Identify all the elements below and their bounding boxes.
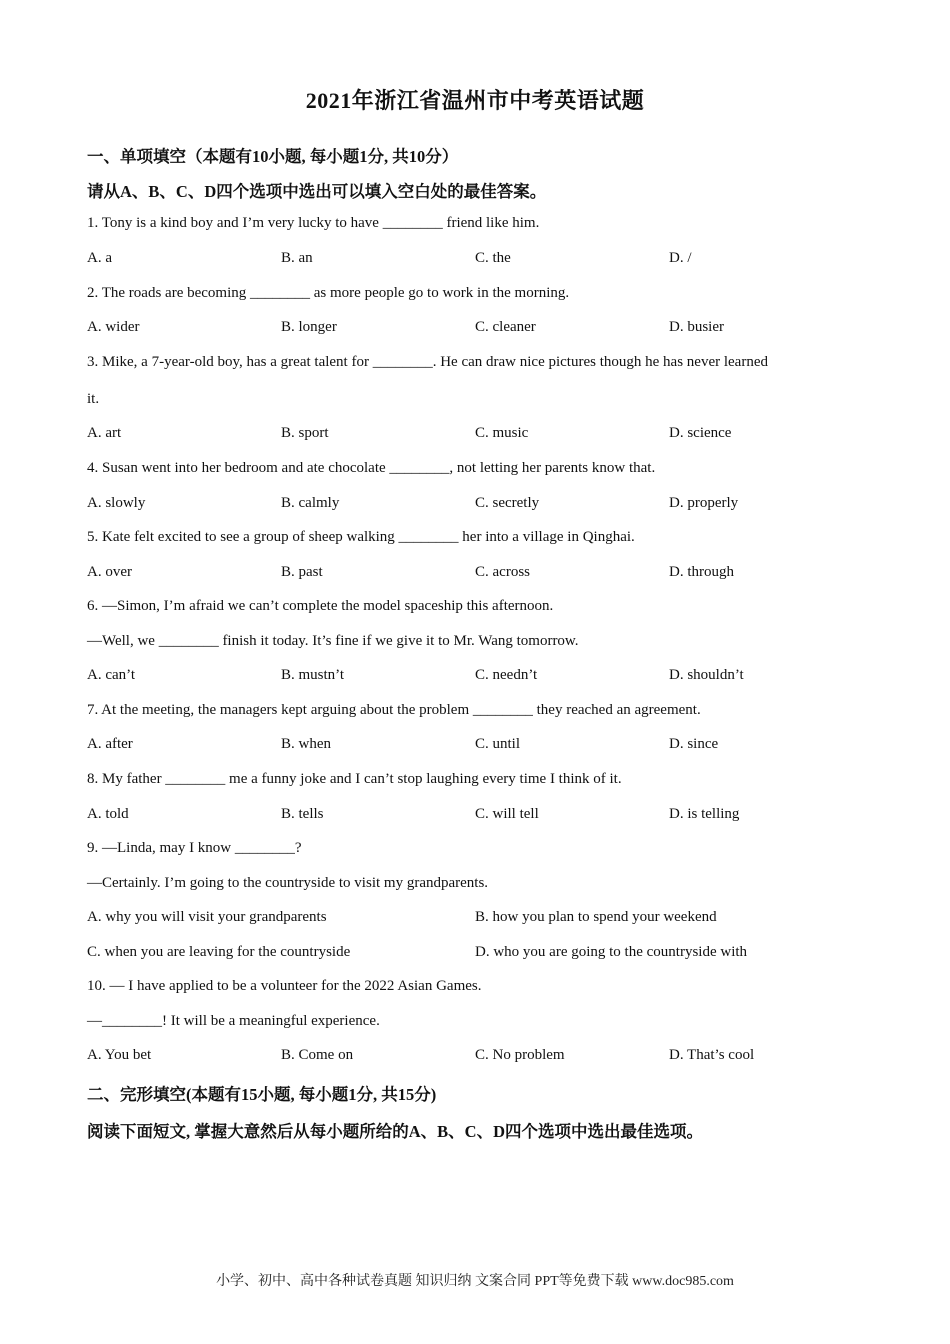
q3-stem-continued: it.: [87, 391, 100, 407]
q2-option-d: D. busier: [669, 319, 724, 335]
q9-stem-continued: —Certainly. I’m going to the countryside to visit my grandparents.: [87, 875, 489, 891]
q10-option-a: A. You bet: [87, 1047, 152, 1063]
q8-stem: 8. My father ________ me a funny joke and I can’t stop laughing every time I think of it.: [87, 771, 622, 787]
q10-stem-continued: —________! It will be a meaningful experience.: [87, 1013, 380, 1029]
q2-option-b: B. longer: [281, 319, 337, 335]
q8-option-a: A. told: [87, 806, 129, 822]
q5-option-c: C. across: [475, 564, 530, 580]
page-footer: 小学、初中、高中各种试卷真题 知识归纳 文案合同 PPT等免费下载 www.doc985.com: [216, 1274, 734, 1289]
q7-option-b: B. when: [281, 736, 331, 752]
q1-option-d: D. /: [669, 250, 692, 266]
q10-option-d: D. That’s cool: [669, 1047, 755, 1063]
q5-option-d: D. through: [669, 564, 734, 580]
q3-option-a: A. art: [87, 425, 122, 441]
q2-option-c: C. cleaner: [475, 319, 536, 335]
q3-option-c: C. music: [475, 425, 529, 441]
q4-option-b: B. calmly: [281, 495, 340, 511]
q5-option-b: B. past: [281, 564, 323, 580]
q9-option-d: D. who you are going to the countryside with: [475, 944, 748, 960]
q9-option-b: B. how you plan to spend your weekend: [475, 909, 717, 925]
q6-option-d: D. shouldn’t: [669, 667, 744, 683]
q3-option-b: B. sport: [281, 425, 329, 441]
q6-option-b: B. mustn’t: [281, 667, 345, 683]
q4-option-a: A. slowly: [87, 495, 146, 511]
q4-option-c: C. secretly: [475, 495, 540, 511]
q6-stem: 6. —Simon, I’m afraid we can’t complete the model spaceship this afternoon.: [87, 598, 554, 614]
q2-stem: 2. The roads are becoming ________ as more people go to work in the morning.: [87, 285, 570, 301]
q1-stem: 1. Tony is a kind boy and I’m very lucky to have ________ friend like him.: [87, 215, 540, 231]
q5-stem: 5. Kate felt excited to see a group of sheep walking ________ her into a village in Qinghai.: [87, 529, 635, 545]
page-title: 2021年浙江省温州市中考英语试题: [305, 88, 645, 113]
q7-option-c: C. until: [475, 736, 521, 752]
q10-option-c: C. No problem: [475, 1047, 565, 1063]
q7-stem: 7. At the meeting, the managers kept arguing about the problem ________ they reached an agreement.: [87, 702, 701, 718]
q10-option-b: B. Come on: [281, 1047, 354, 1063]
q4-stem: 4. Susan went into her bedroom and ate chocolate ________, not letting her parents know that.: [87, 460, 656, 476]
q6-option-a: A. can’t: [87, 667, 136, 683]
section2-instruction: 阅读下面短文, 掌握大意然后从每小题所给的A、B、C、D四个选项中选出最佳选项。: [87, 1122, 704, 1141]
q6-stem-continued: —Well, we ________ finish it today. It’s fine if we give it to Mr. Wang tomorrow.: [87, 633, 579, 649]
q8-option-c: C. will tell: [475, 806, 539, 822]
q4-option-d: D. properly: [669, 495, 739, 511]
q8-option-d: D. is telling: [669, 806, 740, 822]
q5-option-a: A. over: [87, 564, 132, 580]
q6-option-c: C. needn’t: [475, 667, 538, 683]
q3-option-d: D. science: [669, 425, 732, 441]
section1-heading: 一、单项填空（本题有10小题, 每小题1分, 共10分）: [87, 147, 459, 166]
q8-option-b: B. tells: [281, 806, 324, 822]
q9-option-a: A. why you will visit your grandparents: [87, 909, 327, 925]
q1-option-c: C. the: [475, 250, 511, 266]
q3-stem: 3. Mike, a 7-year-old boy, has a great talent for ________. He can draw nice pictures though he has never learned: [87, 354, 768, 370]
q7-option-d: D. since: [669, 736, 719, 752]
q1-option-b: B. an: [281, 250, 313, 266]
q9-stem: 9. —Linda, may I know ________?: [87, 840, 302, 856]
q7-option-a: A. after: [87, 736, 133, 752]
q10-stem: 10. — I have applied to be a volunteer for the 2022 Asian Games.: [87, 978, 482, 994]
section1-instruction: 请从A、B、C、D四个选项中选出可以填入空白处的最佳答案。: [87, 182, 547, 201]
section2-heading: 二、完形填空(本题有15小题, 每小题1分, 共15分): [87, 1085, 437, 1104]
q2-option-a: A. wider: [87, 319, 140, 335]
q1-option-a: A. a: [87, 250, 112, 266]
q9-option-c: C. when you are leaving for the countryside: [87, 944, 351, 960]
